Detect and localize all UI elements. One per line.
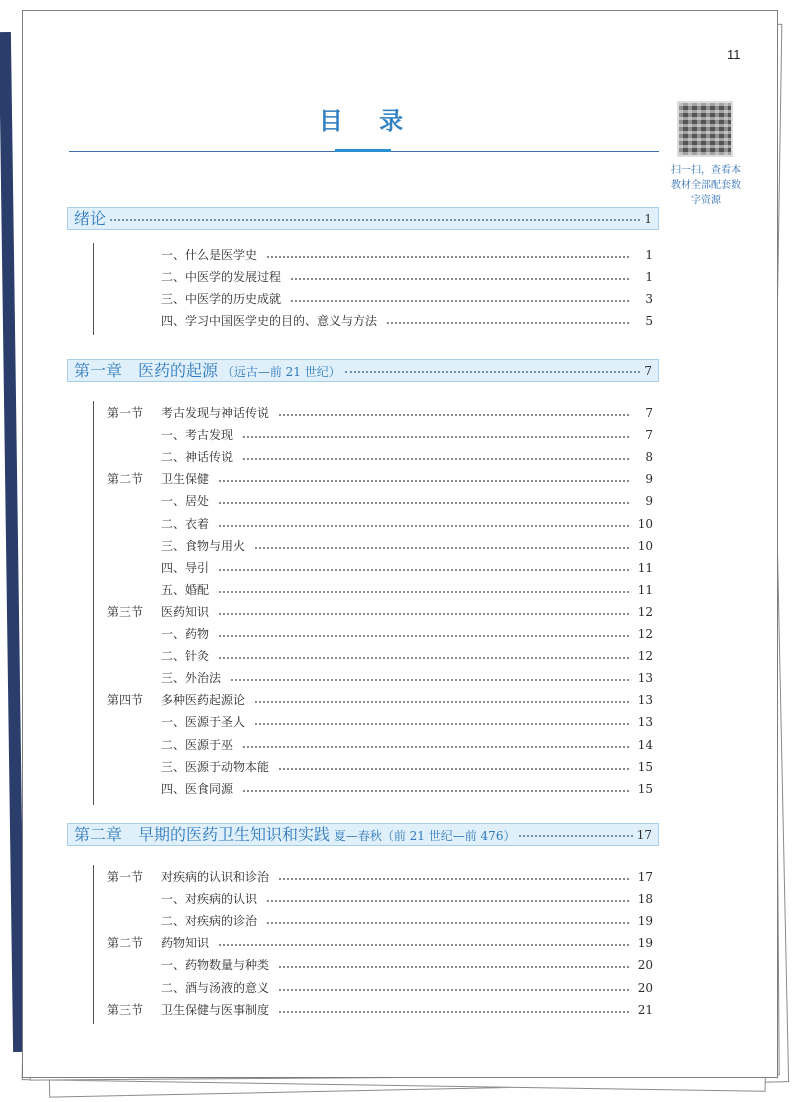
entry-title: 对疾病的认识和诊治 [161, 870, 270, 884]
entry-page-number: 3 [645, 292, 653, 307]
section-number: 第三节 [107, 604, 144, 619]
leader-dots [219, 591, 629, 593]
leader-dots [255, 547, 629, 549]
leader-dots [219, 502, 629, 504]
entry-page-number: 12 [637, 604, 653, 619]
chapter-page-number: 17 [636, 828, 652, 842]
page-number: 11 [727, 47, 741, 62]
entry-title: 医药知识 [161, 604, 210, 619]
entry-page-number: 21 [637, 1002, 653, 1017]
entry-page-number: 8 [645, 450, 653, 465]
toc-subsection-row[interactable] [107, 759, 653, 775]
leader-dots [243, 746, 629, 748]
toc-page [22, 10, 778, 1078]
toc-subsection-row[interactable] [107, 560, 653, 576]
chapter-page-number: 1 [644, 212, 652, 226]
entry-page-number: 7 [645, 406, 653, 420]
entry-title: 一、对疾病的认识 [161, 892, 258, 907]
entry-page-number: 7 [645, 428, 653, 443]
chapter-title [74, 207, 106, 230]
entry-title: 二、医源于巫 [161, 737, 234, 752]
chapter-heading[interactable] [67, 207, 659, 230]
entry-title: 四、医食同源 [161, 781, 234, 796]
leader-dots [291, 300, 629, 302]
section-bracket-line [93, 243, 94, 335]
entry-page-number: 18 [637, 892, 653, 907]
toc-subsection-row[interactable] [107, 538, 653, 554]
chapter-title [74, 823, 515, 848]
toc-section-row[interactable] [107, 869, 653, 885]
section-number: 第二节 [107, 472, 144, 487]
entry-title: 多种医药起源论 [161, 693, 246, 708]
entry-title: 卫生保健 [161, 472, 210, 487]
toc-section-row[interactable] [107, 1002, 653, 1018]
toc-subsection-row[interactable] [107, 247, 653, 263]
leader-dots [387, 322, 629, 324]
toc-subsection-row[interactable] [107, 516, 653, 532]
entry-page-number: 9 [645, 494, 653, 509]
section-number: 第二节 [107, 936, 144, 951]
leader-dots [279, 1011, 629, 1013]
entry-page-number: 15 [637, 759, 653, 774]
entry-title: 一、药物数量与种类 [161, 958, 270, 973]
toc-subsection-row[interactable] [107, 737, 653, 753]
section-bracket-line [93, 865, 94, 1024]
entry-title: 二、中医学的发展过程 [161, 270, 282, 285]
leader-dots [219, 657, 629, 659]
toc-subsection-row[interactable] [107, 291, 653, 307]
leader-dots [291, 278, 629, 280]
entry-title: 卫生保健与医事制度 [161, 1002, 270, 1017]
entry-page-number: 19 [637, 936, 653, 951]
entry-page-number: 13 [637, 715, 653, 730]
entry-page-number: 9 [645, 472, 653, 487]
leader-dots [219, 525, 629, 527]
leader-dots [231, 679, 629, 681]
toc-subsection-row[interactable] [107, 582, 653, 598]
entry-page-number: 12 [637, 649, 653, 664]
entry-title: 四、导引 [161, 560, 210, 575]
leader-dots [255, 723, 629, 725]
toc-subsection-row[interactable] [107, 781, 653, 797]
leader-dots [519, 835, 632, 837]
toc-subsection-row[interactable] [107, 493, 653, 509]
entry-title: 二、衣着 [161, 516, 210, 531]
entry-page-number: 10 [637, 538, 653, 553]
leader-dots [267, 256, 629, 258]
toc-section-row[interactable] [107, 471, 653, 487]
title-accent-bar [335, 149, 391, 152]
entry-title: 一、居处 [161, 494, 210, 509]
leader-dots [243, 458, 629, 460]
leader-dots [219, 635, 629, 637]
entry-page-number: 1 [645, 270, 653, 285]
toc-subsection-row[interactable] [107, 913, 653, 929]
toc-subsection-row[interactable] [107, 891, 653, 907]
section-number: 第一节 [107, 406, 144, 420]
section-bracket-line [93, 401, 94, 805]
leader-dots [279, 966, 629, 968]
leader-dots [219, 613, 629, 615]
leader-dots [279, 878, 629, 880]
entry-page-number: 11 [637, 582, 653, 597]
toc-subsection-row[interactable] [107, 670, 653, 686]
entry-title: 二、对疾病的诊治 [161, 914, 258, 929]
leader-dots [279, 768, 629, 770]
entry-title: 二、神话传说 [161, 450, 234, 465]
entry-title: 四、学习中国医学史的目的、意义与方法 [161, 314, 378, 329]
chapter-title [74, 359, 341, 384]
toc-section-row[interactable] [107, 935, 653, 951]
section-number: 第三节 [107, 1002, 144, 1017]
toc-subsection-row[interactable] [107, 714, 653, 730]
chapter-period: （远古—前 21 世纪） [218, 365, 341, 379]
toc-subsection-row[interactable] [107, 648, 653, 664]
entry-title: 一、什么是医学史 [161, 248, 258, 262]
entry-title: 一、考古发现 [161, 428, 234, 443]
entry-title: 五、婚配 [161, 582, 210, 597]
entry-page-number: 12 [637, 627, 653, 641]
entry-title: 二、针灸 [161, 649, 210, 664]
leader-dots [345, 371, 641, 373]
entry-page-number: 14 [637, 737, 653, 752]
chapter-heading[interactable] [67, 359, 659, 382]
entry-page-number: 15 [637, 781, 653, 796]
leader-dots [279, 989, 629, 991]
entry-page-number: 13 [637, 671, 653, 686]
entry-page-number: 13 [637, 693, 653, 708]
entry-title: 三、食物与用火 [161, 538, 246, 553]
chapter-page-number: 7 [644, 364, 652, 378]
entry-page-number: 17 [637, 870, 653, 884]
leader-dots [279, 414, 629, 416]
entry-title: 三、医源于动物本能 [161, 759, 270, 774]
toc-subsection-row[interactable] [107, 957, 653, 973]
leader-dots [243, 436, 629, 438]
entry-page-number: 20 [637, 980, 653, 995]
page-title: 目 录 [318, 107, 418, 135]
toc-subsection-row[interactable] [107, 626, 653, 642]
chapter-title-text: 第一章 医药的起源 [74, 361, 219, 380]
entry-page-number: 1 [645, 248, 653, 262]
entry-page-number: 10 [637, 516, 653, 531]
entry-page-number: 5 [645, 314, 653, 329]
entry-page-number: 11 [637, 560, 653, 575]
leader-dots [219, 480, 629, 482]
toc-subsection-row[interactable] [107, 313, 653, 329]
toc-subsection-row[interactable] [107, 269, 653, 285]
toc-section-row[interactable] [107, 604, 653, 620]
entry-title: 三、中医学的历史成就 [161, 292, 282, 307]
entry-title: 二、酒与汤液的意义 [161, 980, 270, 995]
entry-title: 三、外治法 [161, 671, 222, 686]
entry-title: 一、药物 [161, 627, 210, 641]
leader-dots [110, 219, 640, 221]
qr-caption: 扫一扫，查看本教材全部配套数字资源 [671, 165, 741, 206]
entry-page-number: 19 [637, 914, 653, 929]
toc-subsection-row[interactable] [107, 449, 653, 465]
entry-page-number: 20 [637, 958, 653, 973]
leader-dots [219, 944, 629, 946]
leader-dots [243, 790, 629, 792]
section-number: 第四节 [107, 693, 144, 708]
section-number: 第一节 [107, 870, 144, 884]
toc-section-row[interactable] [107, 405, 653, 421]
chapter-heading[interactable] [67, 823, 659, 846]
leader-dots [219, 569, 629, 571]
chapter-period: 夏—春秋（前 21 世纪—前 476） [330, 829, 516, 843]
leader-dots [255, 701, 629, 703]
toc-section-row[interactable] [107, 692, 653, 708]
entry-title: 考古发现与神话传说 [161, 406, 270, 420]
toc-subsection-row[interactable] [107, 427, 653, 443]
leader-dots [267, 900, 629, 902]
entry-title: 一、医源于圣人 [161, 715, 246, 730]
qr-code[interactable] [677, 101, 733, 157]
chapter-title-text: 绪论 [74, 209, 107, 228]
toc-subsection-row[interactable] [107, 980, 653, 996]
leader-dots [267, 922, 629, 924]
chapter-title-text: 第二章 早期的医药卫生知识和实践 [74, 825, 331, 844]
entry-title: 药物知识 [161, 936, 210, 951]
